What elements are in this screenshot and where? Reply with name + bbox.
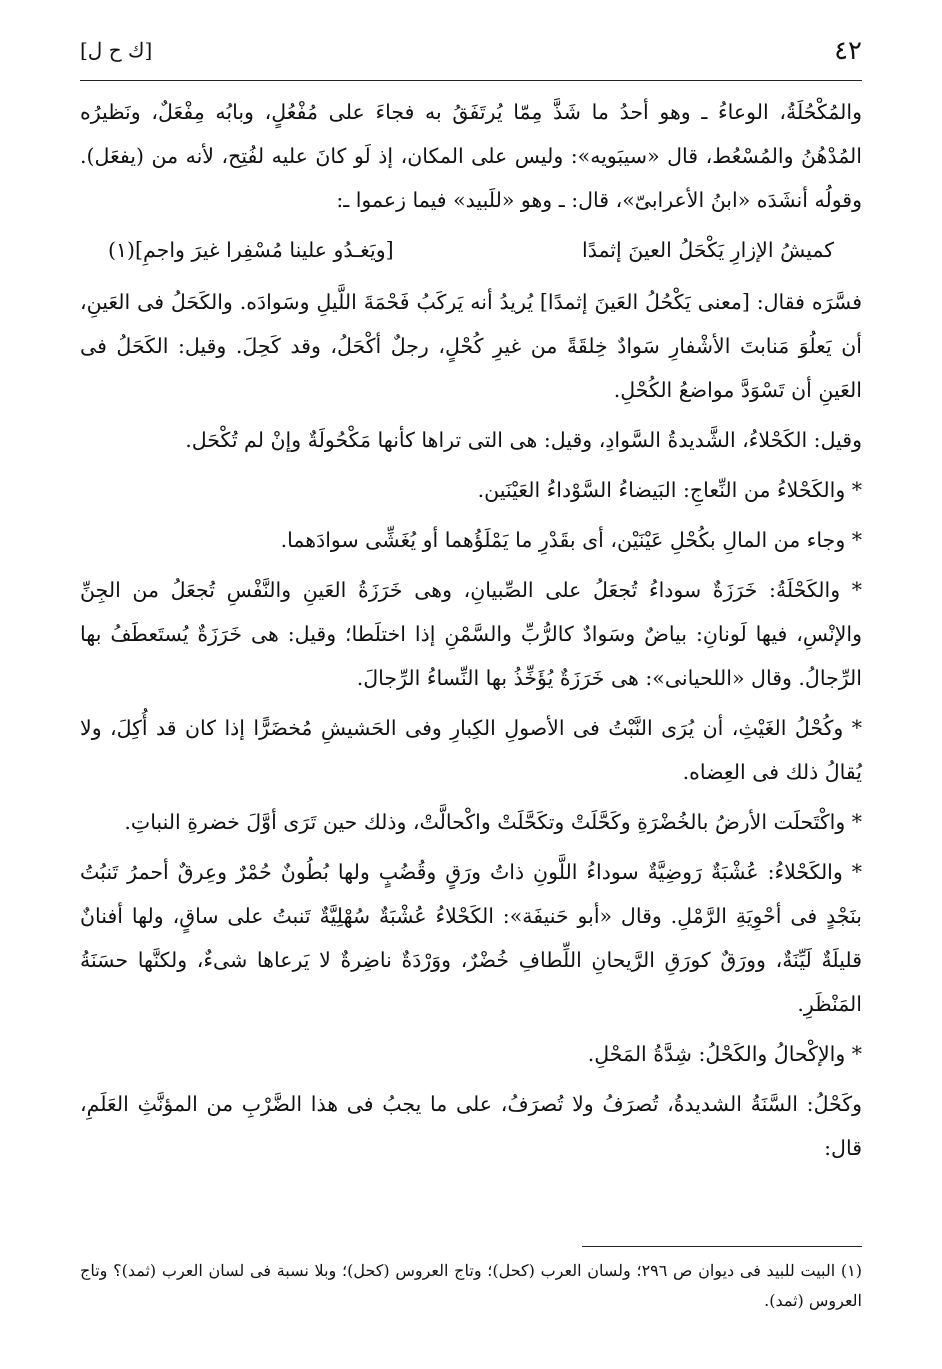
paragraph: * والكَحْلاءُ: عُشْبَةٌ رَوضِيَّةٌ سوداءُ اللَّونِ ذاتُ ورَقٍ وقُضُبٍ ولها بُطُونٌ حُمْرٌ وعِرقٌ أحمرُ تَنبُتُ بنَجْدٍ فى أحْوِيَةِ الرَّمْلِ. وقال «أبو حَنيفَة»: الكَحْلاءُ عُشْبَةٌ سُهْلِيَّةٌ تَنبتُ على ساقٍ، ولها أفنانٌ قليلَةٌ لَيِّنَةٌ، وورَقٌ كورَقِ الرَّيحانِ اللِّطافِ خُضْرٌ، ووَرْدَةٌ ناضِرةٌ لا يَرعاها شىءٌ، ولكنَّها حسَنَةُ المَنْظَرِ.	[80, 860, 862, 1016]
footnote-divider	[582, 1246, 862, 1247]
header-divider	[80, 80, 862, 81]
paragraph: * وجاء من المالِ بكُحْلِ عَيْنَيْن، أى بقَدْرِ ما يَمْلَؤُهما أو يُغَشِّى سوادَهما.	[280, 528, 862, 552]
paragraph: والمُكْحُلَةُ، الوعاءُ ـ وهو أحدُ ما شَذَّ مِمّا يُرتَفَقُ به فجاءَ على مُفْعُلٍ، وبابُه مِفْعَلٌ، ونَظيرُه المُدْهُنُ والمُسْعُط، قال «سيبَويه»: وليس على المكان، إذ لَو كانَ عليه لفُتِح، لأنه من (يفعَل). وقولُه أنشَدَه «ابنُ الأعرابىّ»، قال: ـ وهو «للَبيد» فيما زعموا ـ:	[80, 100, 862, 212]
paragraph: * والكَحْلَةُ: خَرَزَةٌ سوداءُ تُجعَلُ على الصِّبيانِ، وهى خَرَزَةُ العَينِ والنَّفْسِ تُجعَلُ من الجِنِّ والإنْسِ، فيها لَونانِ: بياضٌ وسَوادٌ كالرُّبِّ والسَّمْنِ إذا اختلَطا؛ وقيل: هى خَرَزَةٌ يُستَعطَفُ بها الرِّجالُ. وقال «اللحيانى»: هى خَرَزَةٌ يُؤَخِّذُ بها النِّساءُ الرِّجالَ.	[80, 578, 862, 690]
root-tag: [ك ح ل]	[80, 38, 153, 62]
page-header	[80, 36, 862, 74]
paragraph: * وكُحْلُ الغَيْثِ، أن يُرَى النَّبْتُ فى الأصولِ الكِبارِ وفى الحَشيشِ مُخضَرًّا إذا كان قد أُكِلَ، ولا يُقالُ ذلك فى العِضاه.	[80, 716, 862, 784]
paragraph: * واكْتَحلَت الأرضُ بالخُضْرَةِ وكَحَّلَتْ وتكَحَّلَتْ واكْحالَّتْ، وذلك حين تَرَى أوَّلَ خضرةِ النباتِ.	[124, 810, 862, 834]
paragraph: فسَّرَه فقال: [معنى يَكْحُلُ العَينَ إثمدًا] يُريدُ أنه يَركَبُ فَحْمَةَ اللَّيلِ وسَوادَه. والكَحَلُ فى العَينِ، أن يَعلُوَ مَنابتَ الأشْفارِ سَوادٌ خِلقَةً من غيرِ كُحْلٍ، رجلٌ أكْحَلُ، وقد كَحِلَ. وقيل: الكَحَلُ فى العَينِ أن تَسْوَدَّ مواضعُ الكُحْلِ.	[80, 290, 862, 402]
verse-first-hemistich: كميشُ الإزارِ يَكْحَلُ العينَ إثمدًا	[582, 238, 834, 262]
main-text	[80, 90, 862, 1176]
paragraph: وقيل: الكَحْلاءُ، الشَّديدةُ السَّوادِ، وقيل: هى التى تراها كأنها مَكْحُولَةٌ وإنْ لم تُكْحَل.	[185, 428, 862, 452]
verse-line	[108, 228, 834, 272]
paragraph: وكَحْلُ: السَّنَةُ الشديدةُ، تُصرَفُ ولا تُصرَفُ، على ما يجبُ فى هذا الضَّرْبِ من المؤنَّثِ العَلَمِ، قال:	[80, 1092, 862, 1160]
paragraph: * والإكْحالُ والكَحْلُ: شِدَّةُ المَحْلِ.	[587, 1042, 862, 1066]
verse-second-hemistich: [ويَغـدُو علينا مُسْفِرا غيرَ واجمِ](١)	[108, 238, 394, 262]
paragraph: * والكَحْلاءُ من النِّعاجِ: البَيضاءُ السَّوْداءُ العَيْنَين.	[477, 478, 862, 502]
footnote: (١) البيت للبيد فى ديوان ص ٢٩٦؛ ولسان العرب (كحل)؛ وتاج العروس (كحل)؛ وبلا نسبة فى لسان العرب (ثمد)؟ وتاج العروس (ثمد).	[80, 1261, 862, 1310]
page-number: ٤٢	[834, 36, 862, 66]
